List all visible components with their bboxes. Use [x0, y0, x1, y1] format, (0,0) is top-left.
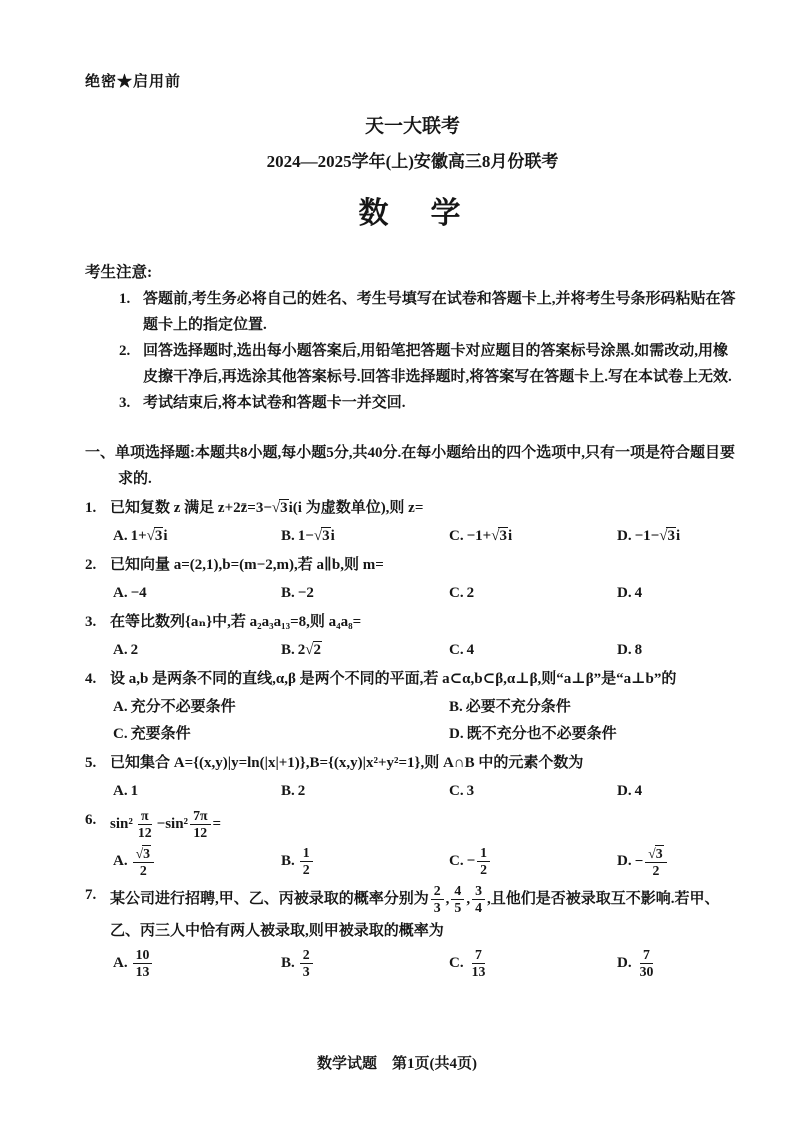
notice-heading: 考生注意: [85, 264, 153, 281]
question-options [113, 778, 740, 805]
option-text: 2 [297, 783, 306, 799]
question [85, 609, 740, 664]
option-B [281, 637, 449, 664]
option-label: C. [449, 528, 464, 544]
option-label: A. [113, 585, 128, 601]
organizer-title: 天一大联考 [364, 116, 460, 137]
question-number: 5. [85, 755, 97, 771]
option-label: A. [113, 853, 128, 870]
notice-list [85, 286, 740, 416]
option-C [449, 523, 617, 550]
option-text: 必要不充分条件 [465, 699, 571, 715]
option-text: 1+√3i [130, 528, 168, 544]
option-text: − $\frac{1}{2}$ [467, 844, 492, 880]
option-text: $\frac{2}{3}$ [298, 946, 315, 982]
question-stem [85, 666, 740, 693]
option-label: B. [281, 585, 295, 601]
option-D [449, 721, 740, 748]
question [85, 882, 740, 981]
question-stem-text: sin² $\frac{\pi}{12}$ −sin² $\frac{7\pi}{12}$ = [110, 808, 222, 841]
option-text: 2 [130, 642, 139, 658]
notice-item [119, 390, 740, 416]
option-A [113, 580, 281, 607]
option-C [113, 721, 449, 748]
option-label: C. [449, 853, 464, 870]
option-D [617, 637, 740, 664]
question-list [85, 495, 740, 981]
option-A [113, 694, 449, 721]
option-text: 2 [466, 585, 475, 601]
option-text: $\frac{7}{30}$ [639, 946, 654, 979]
question [85, 750, 740, 805]
question-stem-text: 已知复数 z 满足 z+2z̄=3−√3i(i 为虚数单位),则 z= [110, 500, 424, 516]
option-label: C. [449, 954, 464, 971]
page-footer: 数学试题 第1页(共4页) [317, 1056, 477, 1072]
option-A [113, 523, 281, 550]
option-C [449, 946, 617, 982]
option-D [617, 523, 740, 550]
question-stem [85, 807, 740, 843]
option-B [281, 844, 449, 881]
section-one-heading: 一、单项选择题:本题共8小题,每小题5分,共40分.在每小题给出的四个选项中,只有一项是符合题目要求的. [85, 445, 735, 487]
option-label: A. [113, 954, 128, 971]
option-A [113, 946, 281, 982]
question-stem [85, 882, 740, 945]
notice-item-text: 答题前,考生务必将自己的姓名、考生号填写在试卷和答题卡上,并将考生号条形码粘贴在答题卡上的指定位置. [143, 291, 736, 333]
question-stem [85, 552, 740, 579]
exam-session-title: 2024—2025学年(上)安徽高三8月份联考 [266, 152, 559, 171]
option-label: D. [617, 642, 632, 658]
question-options [113, 694, 740, 748]
question-stem-text: 在等比数列{aₙ}中,若 a₂a₃a₁₃=8,则 a₄a₈= [110, 614, 362, 630]
option-text: $\frac{7}{13}$ [471, 946, 486, 979]
option-text: 4 [634, 585, 643, 601]
option-B [281, 523, 449, 550]
notice-item [119, 286, 740, 338]
question [85, 666, 740, 748]
option-text: 4 [634, 783, 643, 799]
notice-item-number: 1. [119, 291, 131, 307]
option-text: 既不充分也不必要条件 [466, 726, 617, 742]
option-text: $\frac{1}{2}$ [298, 844, 315, 880]
question-options [113, 946, 740, 982]
option-text: −2 [297, 585, 314, 601]
question-options [113, 523, 740, 550]
option-text: 充要条件 [130, 726, 191, 742]
classification-banner: 绝密★启用前 [85, 74, 182, 90]
option-label: D. [617, 528, 632, 544]
option-C [449, 778, 617, 805]
question-stem [85, 495, 740, 522]
option-text: 3 [466, 783, 475, 799]
question-stem-text: 设 a,b 是两条不同的直线,α,β 是两个不同的平面,若 a⊂α,b⊂β,α⊥β,则“a⊥β”是“a⊥b”的 [110, 671, 677, 687]
question-number: 4. [85, 671, 97, 687]
option-C [449, 580, 617, 607]
option-label: C. [449, 585, 464, 601]
option-D [617, 580, 740, 607]
notice-item-text: 回答选择题时,选出每小题答案后,用铅笔把答题卡对应题目的答案标号涂黑.如需改动,用橡皮擦干净后,再选涂其他答案标号.回答非选择题时,将答案写在答题卡上.写在本试卷上无效. [143, 343, 732, 385]
option-text: 2√2 [297, 642, 321, 658]
option-label: B. [281, 954, 295, 971]
option-B [281, 580, 449, 607]
option-label: D. [617, 954, 632, 971]
option-label: A. [113, 699, 128, 715]
question-options [113, 580, 740, 607]
option-label: D. [449, 726, 464, 742]
question-stem [85, 609, 740, 636]
question-stem-text: 某公司进行招聘,甲、乙、丙被录取的概率分别为 $\frac{2}{3}$ , $\frac{4}{5}$ , $\frac{3}{4}$ ,且他们是否被录取互不影响.若甲、乙、丙三人中恰有两人被录取,则甲被录取的概率为 [110, 883, 720, 939]
question-options [113, 637, 740, 664]
option-label: D. [617, 853, 632, 870]
option-label: C. [113, 726, 128, 742]
option-label: B. [449, 699, 463, 715]
option-A [113, 778, 281, 805]
question-number: 1. [85, 500, 97, 516]
option-text: 4 [466, 642, 475, 658]
question-stem-text: 已知集合 A={(x,y)|y=ln(|x|+1)},B={(x,y)|x²+y²=1},则 A∩B 中的元素个数为 [110, 755, 584, 771]
notice-section [85, 260, 740, 416]
question [85, 495, 740, 550]
question-options [113, 844, 740, 881]
notice-item-number: 2. [119, 343, 131, 359]
notice-item [119, 338, 740, 390]
option-label: A. [113, 783, 128, 799]
question-stem [85, 750, 740, 777]
option-label: D. [617, 585, 632, 601]
question-number: 3. [85, 614, 97, 630]
option-label: A. [113, 642, 128, 658]
option-text: 1−√3i [297, 528, 335, 544]
option-text: 充分不必要条件 [130, 699, 236, 715]
option-text: − $\frac{√3}{2}$ [635, 844, 669, 881]
question-stem-text: 已知向量 a=(2,1),b=(m−2,m),若 a∥b,则 m= [110, 557, 384, 573]
subject-title: 数 学 [358, 197, 467, 230]
option-label: B. [281, 528, 295, 544]
option-C [449, 844, 617, 881]
option-text: −1+√3i [466, 528, 513, 544]
option-label: C. [449, 642, 464, 658]
option-text: 1 [130, 783, 139, 799]
question [85, 807, 740, 880]
question-number: 6. [85, 812, 97, 828]
option-A [113, 637, 281, 664]
option-B [449, 694, 740, 721]
option-text: −4 [130, 585, 147, 601]
option-label: B. [281, 642, 295, 658]
question-number: 7. [85, 887, 97, 904]
option-text: 8 [634, 642, 643, 658]
option-label: D. [617, 783, 632, 799]
option-label: A. [113, 528, 128, 544]
notice-item-number: 3. [119, 395, 131, 411]
option-text: $\frac{10}{13}$ [131, 946, 155, 982]
option-text: −1−√3i [634, 528, 681, 544]
option-label: B. [281, 853, 295, 870]
option-D [617, 844, 740, 881]
option-B [281, 778, 449, 805]
option-label: B. [281, 783, 295, 799]
option-D [617, 946, 740, 982]
question [85, 552, 740, 607]
option-text: $\frac{√3}{2}$ [131, 844, 156, 881]
option-D [617, 778, 740, 805]
option-label: C. [449, 783, 464, 799]
option-B [281, 946, 449, 982]
option-A [113, 844, 281, 881]
option-C [449, 637, 617, 664]
question-number: 2. [85, 557, 97, 573]
notice-item-text: 考试结束后,将本试卷和答题卡一并交回. [143, 395, 406, 411]
